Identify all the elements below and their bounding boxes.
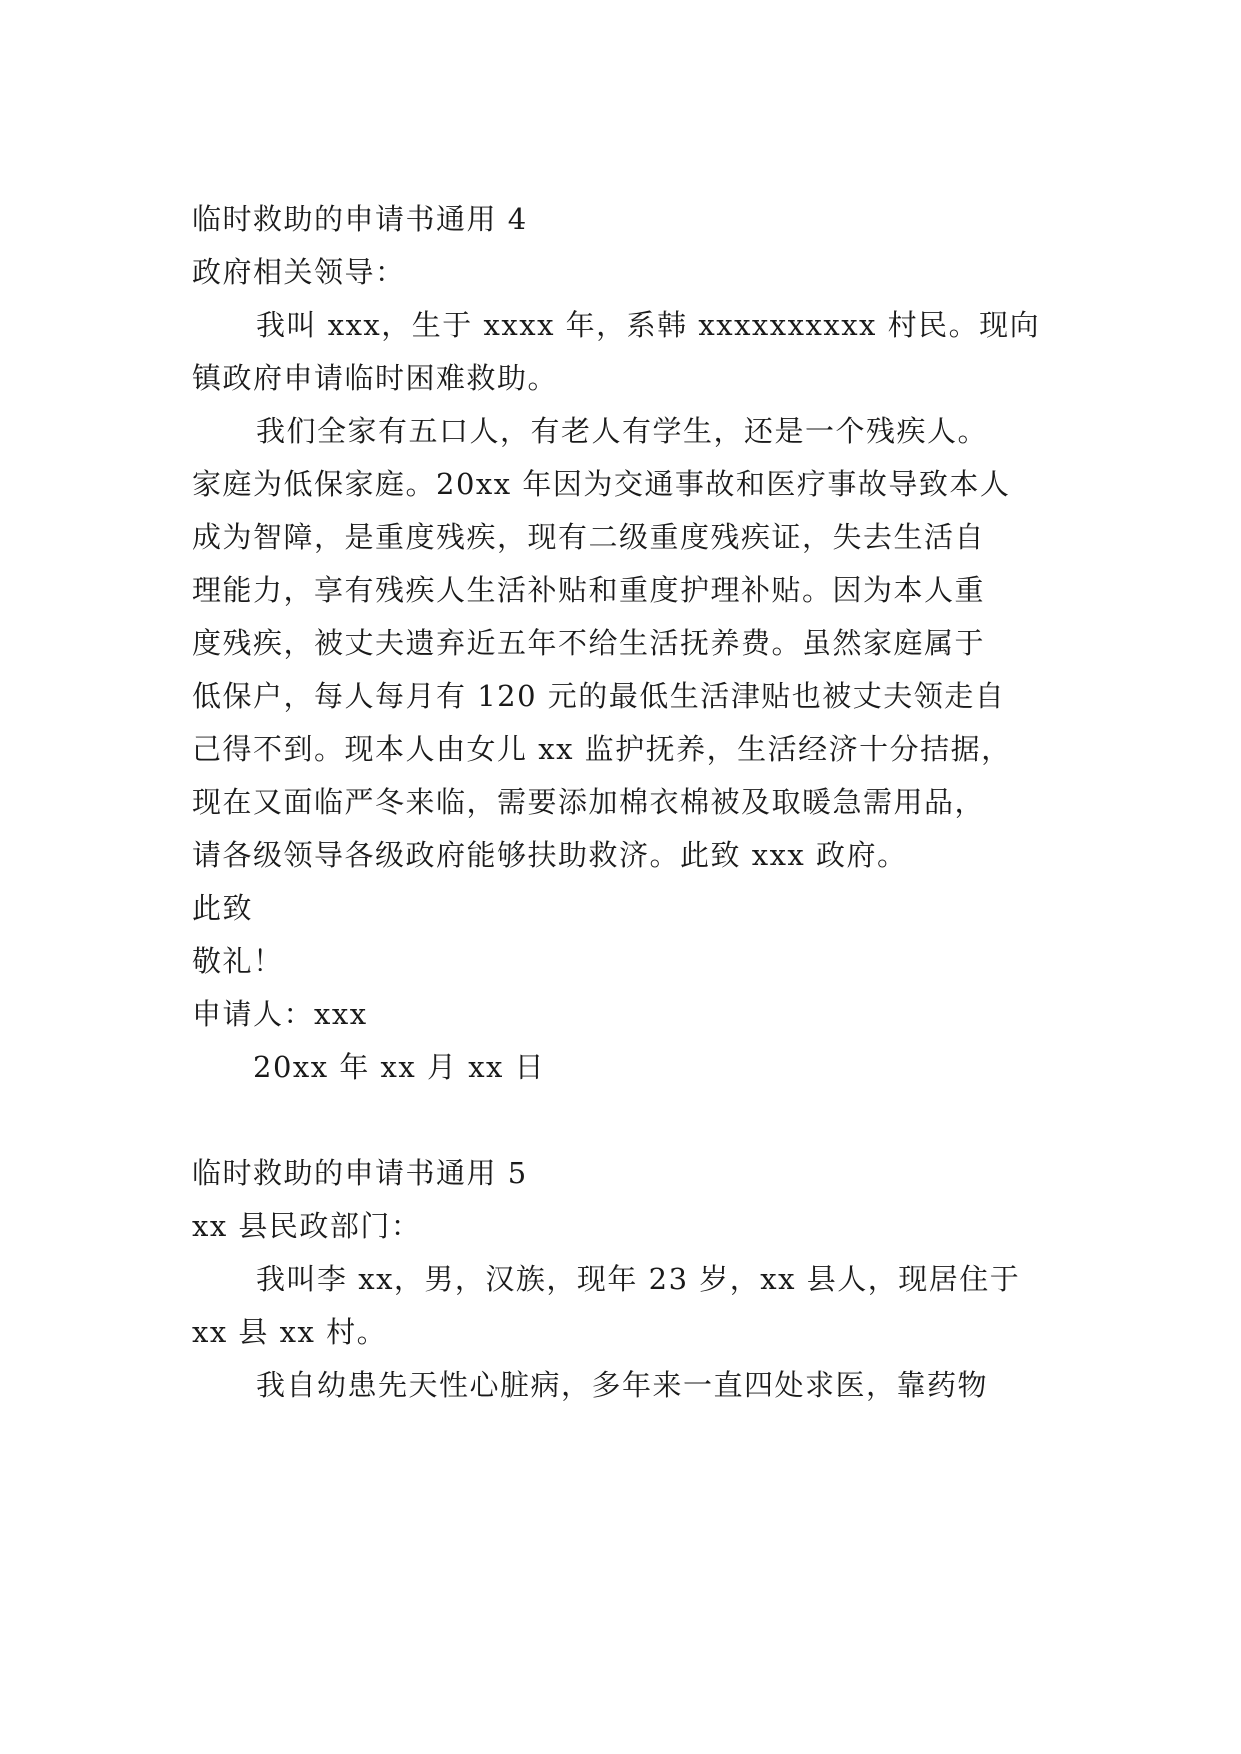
paragraph-line: 度残疾，被丈夫遗弃近五年不给生活抚养费。虽然家庭属于 (192, 626, 986, 660)
paragraph-line: 己得不到。现本人由女儿 xx 监护抚养，生活经济十分拮据， (192, 732, 1012, 766)
salutation: xx 县民政部门： (192, 1209, 422, 1243)
paragraph-line: 镇政府申请临时困难救助。 (192, 361, 559, 395)
paragraph-line: 低保户，每人每月有 120 元的最低生活津贴也被丈夫领走自 (192, 679, 1006, 713)
paragraph-line: 我们全家有五口人，有老人有学生，还是一个残疾人。 (256, 414, 989, 448)
paragraph-line: 理能力，享有残疾人生活补贴和重度护理补贴。因为本人重 (192, 573, 986, 607)
paragraph-line: 请各级领导各级政府能够扶助救济。此致 xxx 政府。 (192, 838, 908, 872)
paragraph-line: 我叫 xxx，生于 xxxx 年，系韩 xxxxxxxxxx 村民。现向 (256, 308, 1041, 342)
paragraph-line: 现在又面临严冬来临，需要添加棉衣棉被及取暖急需用品， (192, 785, 986, 819)
salutation: 政府相关领导： (192, 255, 406, 289)
paragraph-line: 家庭为低保家庭。20xx 年因为交通事故和医疗事故导致本人 (192, 467, 1011, 501)
paragraph-line: 我自幼患先天性心脏病，多年来一直四处求医，靠药物 (256, 1368, 989, 1402)
paragraph-line: 我叫李 xx，男，汉族，现年 23 岁，xx 县人，现居住于 (256, 1262, 1021, 1296)
letter-date: 20xx 年 xx 月 xx 日 (253, 1050, 546, 1084)
paragraph-line: xx 县 xx 村。 (192, 1315, 388, 1349)
applicant-signature: 申请人：xxx (192, 997, 368, 1031)
closing-line: 此致 (192, 891, 254, 925)
closing-line: 敬礼！ (192, 944, 284, 978)
paragraph-line: 成为智障，是重度残疾，现有二级重度残疾证，失去生活自 (192, 520, 986, 554)
section-title: 临时救助的申请书通用 4 (192, 202, 528, 236)
section-title: 临时救助的申请书通用 5 (192, 1156, 528, 1190)
